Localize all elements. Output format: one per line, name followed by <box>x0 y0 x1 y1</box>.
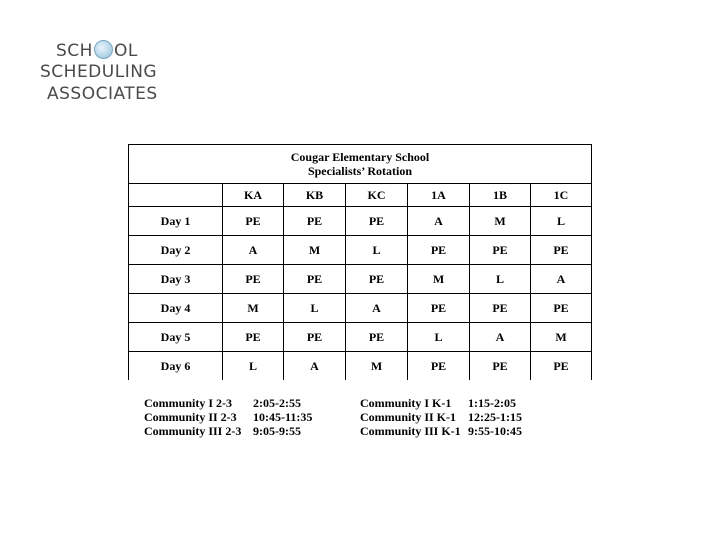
table-subtitle: Specialists’ Rotation <box>307 164 413 178</box>
community-time: 10:45-11:35 <box>253 410 313 424</box>
column-header: 1C <box>531 184 592 207</box>
table-title <box>129 145 592 184</box>
table-cell: A <box>346 294 408 323</box>
row-header: Day 5 <box>129 323 223 352</box>
table-row <box>129 236 592 265</box>
table-cell: M <box>223 294 284 323</box>
table-cell: L <box>346 236 408 265</box>
table-cell: A <box>223 236 284 265</box>
table-row <box>129 207 592 236</box>
community-name: Community III 2-3 <box>144 424 242 438</box>
community-name: Community I 2-3 <box>144 396 233 410</box>
table-cell: PE <box>408 236 470 265</box>
table-cell: PE <box>470 236 531 265</box>
table-cell: A <box>284 352 346 381</box>
table-cell: PE <box>223 265 284 294</box>
table-cell: L <box>531 207 592 236</box>
community-time: 12:25-1:15 <box>468 410 522 424</box>
table-cell: PE <box>284 207 346 236</box>
table-cell: M <box>346 352 408 381</box>
community-name: Community II 2-3 <box>144 410 237 424</box>
table-cell: L <box>284 294 346 323</box>
table-cell: PE <box>470 352 531 381</box>
table-cell: PE <box>531 294 592 323</box>
table-row <box>129 323 592 352</box>
community-time: 1:15-2:05 <box>468 396 516 410</box>
table-cell: M <box>284 236 346 265</box>
logo-line-3: ASSOCIATES <box>47 84 158 104</box>
rotation-table <box>128 144 592 380</box>
column-header: 1A <box>408 184 470 207</box>
table-row <box>129 352 592 381</box>
table-cell: A <box>531 265 592 294</box>
table-cell: PE <box>346 323 408 352</box>
school-scheduling-associates-logo <box>40 40 165 106</box>
table-row <box>129 294 592 323</box>
column-header: KC <box>346 184 408 207</box>
column-header: KB <box>284 184 346 207</box>
table-cell: PE <box>284 265 346 294</box>
logo-line-2: SCHEDULING <box>40 62 158 82</box>
table-cell: PE <box>408 294 470 323</box>
community-name: Community I K-1 <box>360 396 452 410</box>
column-header-row <box>129 184 592 207</box>
table-cell: PE <box>346 207 408 236</box>
globe-icon <box>94 40 113 59</box>
table-cell: PE <box>531 352 592 381</box>
logo-text-sch: SCH <box>56 41 93 61</box>
community-name: Community II K-1 <box>360 410 457 424</box>
table-cell: M <box>408 265 470 294</box>
row-header: Day 3 <box>129 265 223 294</box>
row-header: Day 1 <box>129 207 223 236</box>
logo-line-1 <box>56 40 138 61</box>
row-header: Day 4 <box>129 294 223 323</box>
table-cell: PE <box>531 236 592 265</box>
table-cell: PE <box>223 207 284 236</box>
community-time: 9:55-10:45 <box>468 424 522 438</box>
corner-cell <box>129 184 223 207</box>
row-header: Day 6 <box>129 352 223 381</box>
table-cell: PE <box>408 352 470 381</box>
table-cell: M <box>470 207 531 236</box>
table-cell: PE <box>346 265 408 294</box>
column-header: KA <box>223 184 284 207</box>
row-header: Day 2 <box>129 236 223 265</box>
logo-text-ol: OL <box>113 41 138 61</box>
column-header: 1B <box>470 184 531 207</box>
table-cell: PE <box>470 294 531 323</box>
table-cell: L <box>408 323 470 352</box>
table-cell: PE <box>223 323 284 352</box>
table-cell: A <box>408 207 470 236</box>
table-row <box>129 265 592 294</box>
table-cell: L <box>223 352 284 381</box>
table-cell: A <box>470 323 531 352</box>
community-name: Community III K-1 <box>360 424 461 438</box>
table-cell: M <box>531 323 592 352</box>
community-time: 9:05-9:55 <box>253 424 301 438</box>
rotation-schedule <box>128 144 591 382</box>
table-cell: L <box>470 265 531 294</box>
table-cell: PE <box>284 323 346 352</box>
community-time: 2:05-2:55 <box>253 396 301 410</box>
school-name: Cougar Elementary School <box>290 150 430 164</box>
